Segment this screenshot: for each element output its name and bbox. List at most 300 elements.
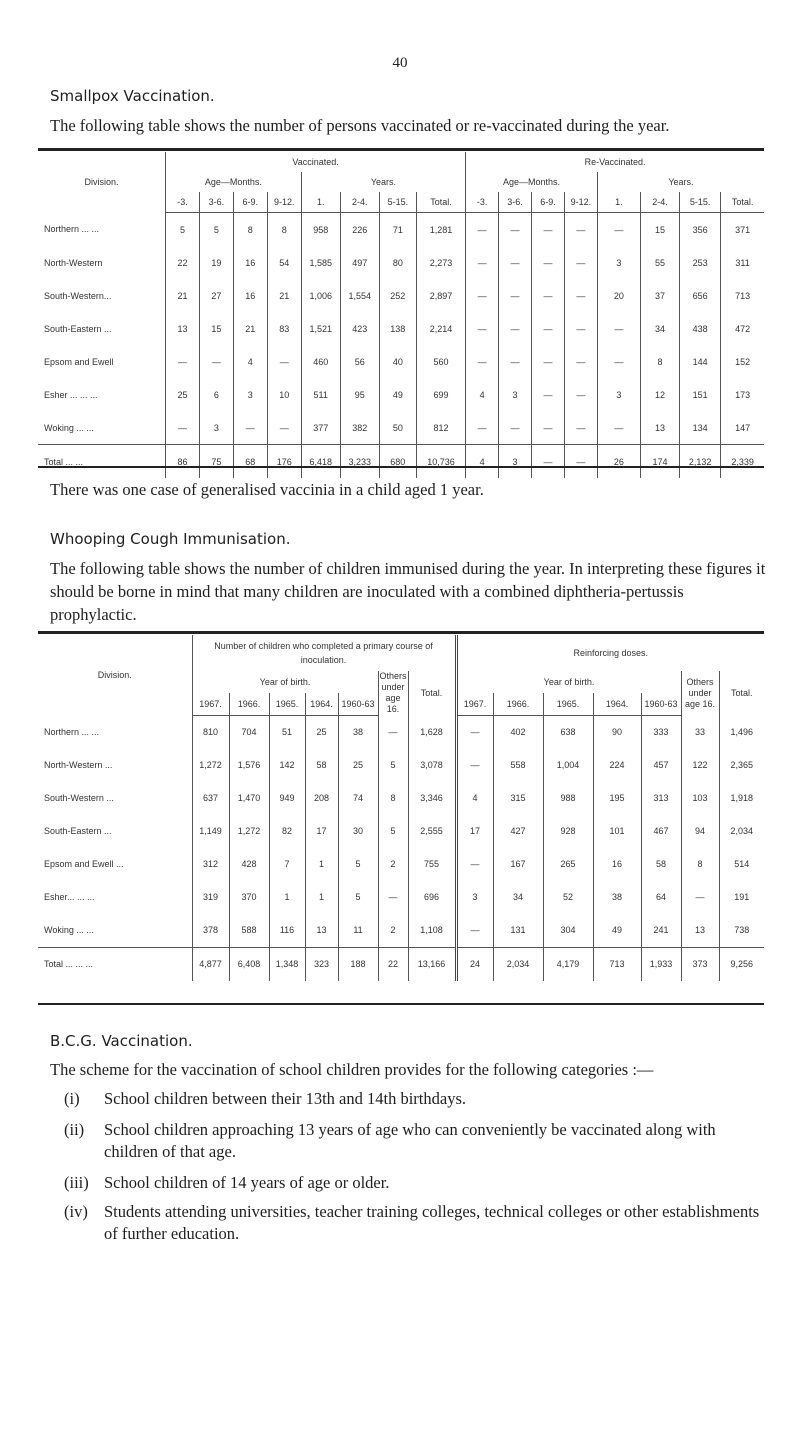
table-cell: — xyxy=(564,378,597,411)
bcg-category-text: School children approaching 13 years of age who can conveniently be vaccinated along with children of that age. xyxy=(104,1120,716,1161)
table-cell: 49 xyxy=(593,914,641,948)
table-cell: 402 xyxy=(493,715,543,749)
table-cell: — xyxy=(378,715,408,749)
table-cell: — xyxy=(564,279,597,312)
whooping-table xyxy=(38,635,764,981)
table-cell: 1,108 xyxy=(408,914,456,948)
table-cell: 1,554 xyxy=(340,279,379,312)
smallpox-top-rule xyxy=(38,148,764,151)
table-cell: 3,078 xyxy=(408,749,456,782)
table-cell: 3,233 xyxy=(340,445,379,479)
table-cell: — xyxy=(564,411,597,445)
table-cell: 226 xyxy=(340,213,379,247)
table-cell: — xyxy=(597,312,640,345)
table-cell: 24 xyxy=(456,947,493,981)
table-cell: 1,149 xyxy=(192,815,229,848)
total-row xyxy=(38,445,764,479)
division-name: South-Western ... xyxy=(44,793,114,803)
smallpox-bottom-rule xyxy=(38,466,764,468)
table-cell: 2,339 xyxy=(721,445,764,479)
table-cell: 241 xyxy=(641,914,681,948)
table-row xyxy=(38,881,764,914)
table-cell: 6,408 xyxy=(229,947,269,981)
table-cell: 3 xyxy=(456,881,493,914)
table-cell: 16 xyxy=(593,848,641,881)
smallpox-header-vaccinated: Vaccinated. xyxy=(166,152,466,172)
whooping-header-others: Others under age 16. xyxy=(379,671,407,714)
table-cell: 3 xyxy=(233,378,267,411)
table-cell: — xyxy=(267,345,301,378)
table-cell: 176 xyxy=(267,445,301,479)
table-cell: 34 xyxy=(641,312,680,345)
table-cell: — xyxy=(532,378,565,411)
table-row xyxy=(38,782,764,815)
table-cell: 1,006 xyxy=(301,279,340,312)
table-cell: 4,877 xyxy=(192,947,229,981)
smallpox-col-header: -3. xyxy=(166,192,200,213)
table-cell: — xyxy=(597,345,640,378)
table-row xyxy=(38,815,764,848)
table-cell: 265 xyxy=(543,848,593,881)
table-row xyxy=(38,378,764,411)
table-cell: 22 xyxy=(166,246,200,279)
table-cell: 438 xyxy=(680,312,721,345)
smallpox-col-header: 2-4. xyxy=(340,192,379,213)
table-cell: 638 xyxy=(543,715,593,749)
table-cell: 26 xyxy=(597,445,640,479)
table-cell: 1,470 xyxy=(229,782,269,815)
table-cell: 86 xyxy=(166,445,200,479)
smallpox-col-header: 1. xyxy=(597,192,640,213)
table-cell: 2 xyxy=(378,914,408,948)
table-cell: 588 xyxy=(229,914,269,948)
table-cell: 637 xyxy=(192,782,229,815)
table-cell: 1 xyxy=(305,848,338,881)
table-cell: 167 xyxy=(493,848,543,881)
table-cell: 13 xyxy=(166,312,200,345)
division-name: Northern ... ... xyxy=(44,726,100,737)
table-cell: 21 xyxy=(267,279,301,312)
table-cell: 3 xyxy=(499,378,532,411)
table-cell: 49 xyxy=(379,378,416,411)
table-cell: 3 xyxy=(199,411,233,445)
table-cell: 457 xyxy=(641,749,681,782)
whooping-col-header: 1965. xyxy=(543,693,593,715)
table-cell: 8 xyxy=(681,848,719,881)
whooping-col-header: 1966. xyxy=(229,693,269,715)
table-cell: 152 xyxy=(721,345,764,378)
smallpox-col-header: 5-15. xyxy=(680,192,721,213)
bcg-category-text: School children between their 13th and 14th birthdays. xyxy=(104,1089,467,1108)
smallpox-col-header: 6-9. xyxy=(532,192,565,213)
table-cell: 1,521 xyxy=(301,312,340,345)
table-cell: 17 xyxy=(456,815,493,848)
table-cell: 8 xyxy=(267,213,301,247)
table-cell: 6 xyxy=(199,378,233,411)
table-cell: 208 xyxy=(305,782,338,815)
table-cell: 5 xyxy=(378,815,408,848)
table-cell: 8 xyxy=(233,213,267,247)
whooping-table-body xyxy=(38,715,764,981)
table-cell: 8 xyxy=(378,782,408,815)
table-cell: 319 xyxy=(192,881,229,914)
table-cell: 5 xyxy=(378,749,408,782)
division-name: Woking ... ... xyxy=(44,422,94,433)
division-name: Woking ... ... xyxy=(44,925,94,935)
table-cell: 20 xyxy=(597,279,640,312)
table-cell: 988 xyxy=(543,782,593,815)
table-cell: — xyxy=(499,345,532,378)
division-name: South-Eastern ... xyxy=(44,323,112,334)
division-name: Esher... ... ... xyxy=(44,892,95,902)
table-cell: 253 xyxy=(680,246,721,279)
table-row xyxy=(38,749,764,782)
table-cell: 4,179 xyxy=(543,947,593,981)
whooping-col-header: 1964. xyxy=(593,693,641,715)
table-cell: 1,496 xyxy=(719,715,764,749)
smallpox-heading: Smallpox Vaccination. xyxy=(50,87,215,105)
table-cell: 138 xyxy=(379,312,416,345)
table-cell: 134 xyxy=(680,411,721,445)
table-cell: 116 xyxy=(269,914,305,948)
table-cell: — xyxy=(564,445,597,479)
table-cell: 713 xyxy=(593,947,641,981)
table-row xyxy=(38,279,764,312)
table-cell: 147 xyxy=(721,411,764,445)
table-cell: 195 xyxy=(593,782,641,815)
table-cell: 2,365 xyxy=(719,749,764,782)
table-cell: 928 xyxy=(543,815,593,848)
smallpox-col-header: 6-9. xyxy=(233,192,267,213)
smallpox-col-header: 3-6. xyxy=(499,192,532,213)
table-cell: 17 xyxy=(305,815,338,848)
table-cell: 19 xyxy=(199,246,233,279)
table-cell: 1,585 xyxy=(301,246,340,279)
bcg-heading: B.C.G. Vaccination. xyxy=(50,1032,193,1050)
table-cell: 755 xyxy=(408,848,456,881)
table-cell: 95 xyxy=(340,378,379,411)
table-cell: 38 xyxy=(338,715,378,749)
table-cell: 497 xyxy=(340,246,379,279)
table-cell: 423 xyxy=(340,312,379,345)
table-cell: 52 xyxy=(543,881,593,914)
table-cell: 21 xyxy=(233,312,267,345)
table-cell: 252 xyxy=(379,279,416,312)
table-cell: — xyxy=(681,881,719,914)
table-cell: — xyxy=(532,312,565,345)
table-cell: 9,256 xyxy=(719,947,764,981)
table-cell: 13 xyxy=(641,411,680,445)
table-cell: 50 xyxy=(379,411,416,445)
table-cell: — xyxy=(378,881,408,914)
table-cell: 2,897 xyxy=(416,279,465,312)
table-cell: 1,272 xyxy=(192,749,229,782)
table-cell: 5 xyxy=(338,848,378,881)
table-cell: 33 xyxy=(681,715,719,749)
table-cell: 713 xyxy=(721,279,764,312)
table-cell: 315 xyxy=(493,782,543,815)
table-cell: 704 xyxy=(229,715,269,749)
table-cell: 949 xyxy=(269,782,305,815)
division-name: South-Eastern ... xyxy=(44,826,112,836)
table-row xyxy=(38,914,764,948)
whooping-header-total: Total. xyxy=(408,671,456,715)
table-cell: 101 xyxy=(593,815,641,848)
table-cell: 4 xyxy=(466,445,499,479)
table-cell: 1,628 xyxy=(408,715,456,749)
table-cell: 460 xyxy=(301,345,340,378)
bcg-category-number: (iv) xyxy=(64,1202,88,1221)
table-cell: 8 xyxy=(641,345,680,378)
table-cell: 4 xyxy=(456,782,493,815)
smallpox-col-header: 9-12. xyxy=(564,192,597,213)
division-name: North-Western xyxy=(44,257,103,268)
table-cell: — xyxy=(532,246,565,279)
whooping-col-header: 1967. xyxy=(456,693,493,715)
table-cell: 1,272 xyxy=(229,815,269,848)
whooping-col-header: 1967. xyxy=(192,693,229,715)
bcg-category xyxy=(64,1088,764,1110)
smallpox-intro: The following table shows the number of persons vaccinated or re-vaccinated during the year. xyxy=(50,116,670,135)
table-cell: 142 xyxy=(269,749,305,782)
table-cell: — xyxy=(466,312,499,345)
table-cell: 3 xyxy=(597,378,640,411)
table-cell: — xyxy=(564,246,597,279)
table-cell: — xyxy=(466,213,499,247)
table-cell: 356 xyxy=(680,213,721,247)
smallpox-header-division: Division. xyxy=(84,177,119,188)
table-cell: — xyxy=(456,848,493,881)
table-row xyxy=(38,715,764,749)
table-cell: 427 xyxy=(493,815,543,848)
table-row xyxy=(38,246,764,279)
vaccinia-note: There was one case of generalised vaccinia in a child aged 1 year. xyxy=(50,480,484,499)
bcg-category-number: (ii) xyxy=(64,1120,85,1139)
table-cell: 74 xyxy=(338,782,378,815)
table-cell: 2,132 xyxy=(680,445,721,479)
bcg-category xyxy=(64,1119,764,1163)
table-cell: 13,166 xyxy=(408,947,456,981)
table-cell: 58 xyxy=(641,848,681,881)
table-cell: 94 xyxy=(681,815,719,848)
table-cell: 812 xyxy=(416,411,465,445)
table-cell: 696 xyxy=(408,881,456,914)
smallpox-col-header: 5-15. xyxy=(379,192,416,213)
division-name: Esher ... ... ... xyxy=(44,389,98,400)
table-cell: — xyxy=(466,345,499,378)
bcg-intro: The scheme for the vaccination of school children provides for the following categories :— xyxy=(50,1060,654,1079)
table-cell: 224 xyxy=(593,749,641,782)
table-row xyxy=(38,345,764,378)
whooping-bottom-rule xyxy=(38,1003,764,1005)
table-cell: 68 xyxy=(233,445,267,479)
division-name: Northern ... ... xyxy=(44,224,100,235)
table-cell: 699 xyxy=(416,378,465,411)
table-cell: — xyxy=(532,345,565,378)
table-cell: 311 xyxy=(721,246,764,279)
table-cell: 558 xyxy=(493,749,543,782)
bcg-category xyxy=(64,1201,764,1245)
table-cell: 10 xyxy=(267,378,301,411)
smallpox-col-header: 9-12. xyxy=(267,192,301,213)
table-row xyxy=(38,312,764,345)
table-cell: 103 xyxy=(681,782,719,815)
table-cell: 1,004 xyxy=(543,749,593,782)
bcg-category-number: (iii) xyxy=(64,1173,89,1192)
table-cell: 51 xyxy=(269,715,305,749)
table-cell: 1,933 xyxy=(641,947,681,981)
whooping-header-primary: Number of children who completed a primary course of inoculation. xyxy=(192,635,456,671)
smallpox-header-age-months: Age—Months. xyxy=(166,172,302,192)
smallpox-col-header: Total. xyxy=(721,192,764,213)
table-cell: 5 xyxy=(338,881,378,914)
table-cell: 191 xyxy=(719,881,764,914)
table-cell: — xyxy=(499,246,532,279)
table-cell: 1 xyxy=(269,881,305,914)
table-cell: 7 xyxy=(269,848,305,881)
table-cell: 25 xyxy=(338,749,378,782)
table-cell: 2,214 xyxy=(416,312,465,345)
table-cell: 122 xyxy=(681,749,719,782)
table-cell: 333 xyxy=(641,715,681,749)
smallpox-col-header: Total. xyxy=(416,192,465,213)
table-cell: 1,918 xyxy=(719,782,764,815)
table-cell: — xyxy=(199,345,233,378)
smallpox-col-header: -3. xyxy=(466,192,499,213)
table-cell: 22 xyxy=(378,947,408,981)
table-cell: 55 xyxy=(641,246,680,279)
table-cell: 656 xyxy=(680,279,721,312)
table-cell: — xyxy=(532,445,565,479)
table-cell: 560 xyxy=(416,345,465,378)
whooping-top-rule xyxy=(38,631,764,634)
table-cell: 2,555 xyxy=(408,815,456,848)
table-cell: 37 xyxy=(641,279,680,312)
table-cell: 4 xyxy=(233,345,267,378)
table-cell: 15 xyxy=(641,213,680,247)
table-cell: 6,418 xyxy=(301,445,340,479)
bcg-category-text: School children of 14 years of age or older. xyxy=(104,1173,390,1192)
table-cell: 56 xyxy=(340,345,379,378)
page-number: 40 xyxy=(392,55,408,71)
table-cell: — xyxy=(564,312,597,345)
table-cell: 2,034 xyxy=(493,947,543,981)
whooping-header-re-total: Total. xyxy=(719,671,764,715)
table-cell: — xyxy=(499,312,532,345)
whooping-header-year-of-birth: Year of birth. xyxy=(192,671,378,693)
table-cell: 467 xyxy=(641,815,681,848)
table-cell: — xyxy=(456,914,493,948)
table-cell: 371 xyxy=(721,213,764,247)
table-cell: 5 xyxy=(199,213,233,247)
table-cell: 38 xyxy=(593,881,641,914)
table-cell: — xyxy=(564,213,597,247)
table-cell: 25 xyxy=(305,715,338,749)
table-cell: — xyxy=(166,411,200,445)
table-cell: — xyxy=(466,411,499,445)
smallpox-table xyxy=(38,152,764,478)
table-cell: 80 xyxy=(379,246,416,279)
table-cell: 75 xyxy=(199,445,233,479)
whooping-col-header: 1964. xyxy=(305,693,338,715)
table-cell: 514 xyxy=(719,848,764,881)
whooping-header-re-others: Others under age 16. xyxy=(681,671,719,715)
table-cell: 370 xyxy=(229,881,269,914)
table-cell: 12 xyxy=(641,378,680,411)
table-cell: 313 xyxy=(641,782,681,815)
table-cell: — xyxy=(564,345,597,378)
table-cell: 312 xyxy=(192,848,229,881)
whooping-header-re-year-of-birth: Year of birth. xyxy=(456,671,681,693)
table-cell: 680 xyxy=(379,445,416,479)
table-cell: — xyxy=(166,345,200,378)
division-name: Epsom and Ewell xyxy=(44,356,114,367)
table-cell: 2,034 xyxy=(719,815,764,848)
whooping-header-reinforcing: Reinforcing doses. xyxy=(456,635,764,671)
smallpox-header-re-years: Years. xyxy=(597,172,764,192)
table-cell: 188 xyxy=(338,947,378,981)
table-cell: 83 xyxy=(267,312,301,345)
table-cell: 2 xyxy=(378,848,408,881)
whooping-col-header: 1965. xyxy=(269,693,305,715)
smallpox-col-header: 2-4. xyxy=(641,192,680,213)
table-cell: — xyxy=(466,246,499,279)
table-cell: 3,346 xyxy=(408,782,456,815)
table-cell: 131 xyxy=(493,914,543,948)
table-cell: — xyxy=(466,279,499,312)
table-cell: 13 xyxy=(681,914,719,948)
table-row xyxy=(38,848,764,881)
table-cell: 11 xyxy=(338,914,378,948)
table-cell: 1 xyxy=(305,881,338,914)
table-cell: 810 xyxy=(192,715,229,749)
table-cell: 377 xyxy=(301,411,340,445)
table-cell: 323 xyxy=(305,947,338,981)
division-name: South-Western... xyxy=(44,290,112,301)
table-cell: — xyxy=(532,411,565,445)
smallpox-col-header: 3-6. xyxy=(199,192,233,213)
table-cell: — xyxy=(597,213,640,247)
table-cell: 16 xyxy=(233,279,267,312)
table-cell: 21 xyxy=(166,279,200,312)
total-row xyxy=(38,947,764,981)
smallpox-header-revaccinated: Re-Vaccinated. xyxy=(466,152,764,172)
table-cell: 151 xyxy=(680,378,721,411)
table-cell: 34 xyxy=(493,881,543,914)
table-cell: 90 xyxy=(593,715,641,749)
table-cell: 16 xyxy=(233,246,267,279)
whooping-col-header: 1966. xyxy=(493,693,543,715)
table-cell: 71 xyxy=(379,213,416,247)
division-name: Total ... ... ... xyxy=(38,947,192,981)
table-cell: — xyxy=(499,411,532,445)
division-name: North-Western ... xyxy=(44,760,113,770)
smallpox-col-header: 1. xyxy=(301,192,340,213)
table-cell: — xyxy=(456,715,493,749)
whooping-col-header: 1960-63 xyxy=(338,693,378,715)
whooping-intro: The following table shows the number of children immunised during the year. In interpreting these figures it should be borne in mind that many children are inoculated with a combined diphtheria-pertussis prophylactic. xyxy=(50,559,766,624)
table-cell: 3 xyxy=(499,445,532,479)
table-cell: 82 xyxy=(269,815,305,848)
whooping-col-header: 1960-63 xyxy=(641,693,681,715)
smallpox-header-years: Years. xyxy=(301,172,466,192)
table-cell: 174 xyxy=(641,445,680,479)
table-row xyxy=(38,411,764,445)
whooping-heading: Whooping Cough Immunisation. xyxy=(50,530,291,548)
table-cell: 1,281 xyxy=(416,213,465,247)
table-cell: 1,576 xyxy=(229,749,269,782)
table-row xyxy=(38,213,764,247)
